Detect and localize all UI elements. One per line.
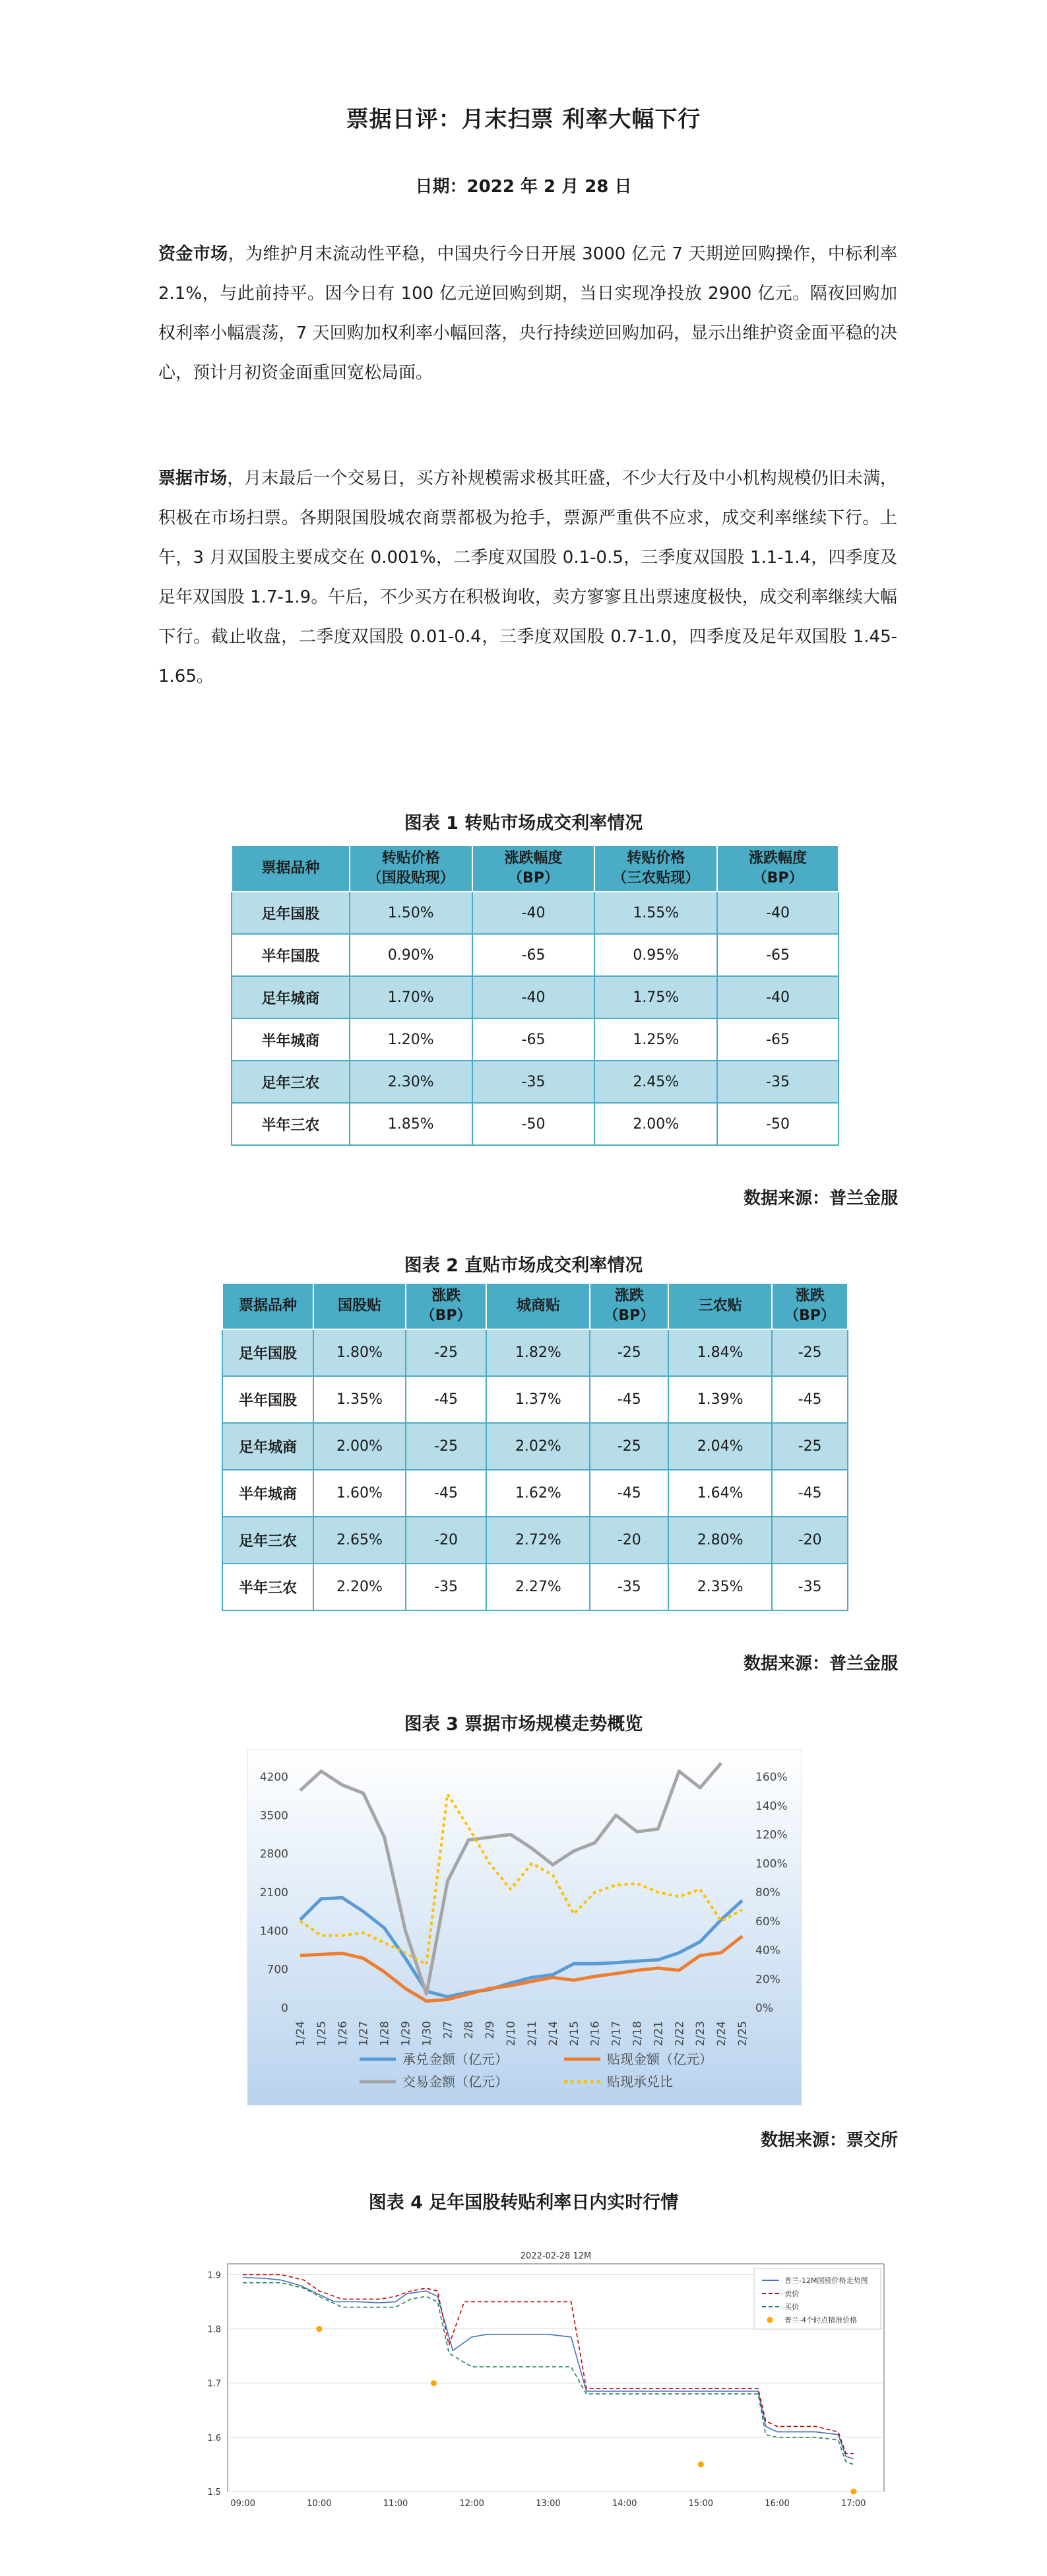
report-title: 票据日评：月末扫票 利率大幅下行 [346,106,701,133]
left-axis-tick-label: 4200 [259,1771,288,1784]
table-cell: -20 [406,1517,486,1564]
x-axis-tick-label: 2/11 [525,2021,539,2047]
x-axis-tick-label: 17:00 [841,2499,866,2509]
right-axis-tick-label: 40% [755,1944,780,1958]
table-header-cell: 国股贴 [313,1283,406,1329]
y-axis-tick-label: 1.8 [207,2325,221,2335]
table-row [222,1564,848,1610]
table-cell: 1.62% [486,1470,590,1517]
table-cell: -45 [590,1376,668,1423]
row-header-cell: 足年城商 [232,976,350,1018]
table-row [232,934,839,976]
legend-label-1: 贴现金额（亿元） [607,2051,713,2067]
chart4-subtitle: 2022-02-28 12M [520,2251,592,2261]
table-cell: 1.84% [668,1329,772,1376]
table-cell: -50 [717,1103,839,1145]
left-axis-tick-label: 2100 [259,1886,288,1899]
table-cell: 2.00% [313,1423,406,1470]
table-cell: 2.20% [313,1564,406,1610]
table-cell: -40 [717,892,839,934]
table-cell: 2.00% [594,1103,717,1145]
x-axis-tick-label: 1/25 [315,2021,329,2047]
table-cell: -35 [406,1564,486,1610]
x-axis-tick-label: 2/22 [673,2021,687,2047]
table-cell: 2.35% [668,1564,772,1610]
table-cell: 0.90% [350,934,472,976]
table-row [232,1103,839,1145]
x-axis-tick-label: 1/27 [357,2021,371,2047]
y-axis-tick-label: 1.6 [207,2433,221,2443]
table2-caption: 图表 2 直贴市场成交利率情况 [404,1255,643,1276]
x-axis-tick-label: 15:00 [688,2499,714,2509]
table-cell: 1.50% [350,892,472,934]
table-cell: 2.04% [668,1423,772,1470]
precise-price-point [698,2461,704,2467]
x-axis-tick-label: 10:00 [307,2499,332,2509]
table-cell: -65 [717,934,839,976]
row-header-cell: 足年三农 [232,1061,350,1103]
x-axis-tick-label: 2/7 [441,2021,455,2039]
table-cell: 2.80% [668,1517,772,1564]
table-header-cell: 涨跌幅度 （BP） [472,845,595,892]
table-cell: -25 [772,1423,848,1470]
row-header-cell: 半年城商 [222,1470,313,1517]
row-header-cell: 半年国股 [232,934,350,976]
x-axis-tick-label: 2/17 [610,2021,623,2047]
x-axis-tick-label: 2/24 [715,2021,729,2047]
table-row [222,1423,848,1470]
row-header-cell: 足年城商 [222,1423,313,1470]
table-row [222,1329,848,1376]
rediscount-rate-table [231,845,839,1146]
precise-price-point [316,2326,322,2332]
table-cell: -45 [406,1470,486,1517]
row-header-cell: 足年国股 [222,1329,313,1376]
x-axis-tick-label: 13:00 [536,2499,561,2509]
table2-source: 数据来源：普兰金服 [743,1654,898,1674]
table-cell: -45 [590,1470,668,1517]
table-header-cell: 三农贴 [668,1283,772,1329]
table-cell: -25 [406,1329,486,1376]
table-cell: 1.25% [594,1018,717,1061]
row-header-cell: 足年国股 [232,892,350,934]
table-cell: -65 [472,1018,595,1061]
precise-price-point [850,2489,856,2495]
table-cell: -20 [772,1517,848,1564]
left-axis-tick-label: 3500 [259,1809,288,1823]
x-axis-tick-label: 11:00 [383,2499,408,2509]
chart4-caption: 图表 4 足年国股转贴利率日内实时行情 [368,2193,679,2213]
table-cell: 2.72% [486,1517,590,1564]
table-cell: -40 [472,892,595,934]
table-cell: -65 [472,934,595,976]
paragraph-funds-lead: 资金市场 [158,244,228,264]
table-cell: -45 [772,1376,848,1423]
y-axis-tick-label: 1.7 [207,2379,221,2389]
table-cell: 1.39% [668,1376,772,1423]
table-header-cell: 票据品种 [222,1283,313,1329]
legend-label-0: 承兑金额（亿元） [402,2051,508,2067]
table-header-cell: 城商贴 [486,1283,590,1329]
left-axis-tick-label: 700 [267,1963,288,1977]
table-cell: -25 [406,1423,486,1470]
row-header-cell: 足年三农 [222,1517,313,1564]
x-axis-tick-label: 1/30 [420,2021,434,2047]
paragraph-bill-text: ，月末最后一个交易日，买方补规模需求极其旺盛，不少大行及中小机构规模仍旧未满，积极在市场扫票。各期限国股城农商票都极为抢手，票源严重供不应求，成交利率继续下行。上午，3 月双国股主要成交在 0.001%，二季度双国股 0.1-0.5，三季度双国股 1.1-1.4，四季度及足年双国股 1.7-1.9。午后，不少买方在积极询收，卖方寥寥且出票速度极快，成交利率继续大幅下行。截止收盘，二季度双国股 0.01-0.4，三季度双国股 0.7-1.0，四季度及足年双国股 1.45-1.65。 [158,469,897,686]
right-axis-tick-label: 140% [755,1799,788,1813]
right-axis-tick-label: 60% [755,1915,780,1929]
table-cell: 2.30% [350,1061,472,1103]
x-axis-tick-label: 09:00 [230,2499,255,2509]
table-cell: -25 [590,1423,668,1470]
table-header-row [232,845,839,892]
table-header-cell: 涨跌幅度 （BP） [717,845,839,892]
table-cell: 2.65% [313,1517,406,1564]
intraday-rate-chart [181,2244,901,2521]
x-axis-tick-label: 2/18 [631,2021,645,2047]
x-axis-tick-label: 14:00 [612,2499,637,2509]
table-cell: -65 [717,1018,839,1061]
table-header-cell: 转贴价格 （国股贴现） [350,845,472,892]
x-axis-tick-label: 1/26 [336,2021,350,2047]
table-row [232,1018,839,1061]
table-row [232,976,839,1018]
legend-swatch-3 [767,2317,773,2323]
table-cell: -50 [472,1103,595,1145]
table-cell: 2.02% [486,1423,590,1470]
table-cell: 1.64% [668,1470,772,1517]
paragraph-funds-text: ，为维护月末流动性平稳，中国央行今日开展 3000 亿元 7 天期逆回购操作，中标利率 2.1%，与此前持平。因今日有 100 亿元逆回购到期，当日实现净投放 2900 亿元。隔夜回购加权利率小幅震荡，7 天回购加权利率小幅回落，央行持续逆回购加码，显示出维护资金面平稳的决心，预计月初资金面重回宽松局面。 [158,244,897,383]
table-cell: 1.75% [594,976,717,1018]
row-header-cell: 半年三农 [222,1564,313,1610]
table-row [232,892,839,934]
table-cell: -35 [472,1061,595,1103]
right-axis-tick-label: 100% [755,1857,788,1871]
y-axis-tick-label: 1.9 [207,2270,221,2281]
right-axis-tick-label: 120% [755,1828,788,1842]
table-cell: 0.95% [594,934,717,976]
table-row [222,1470,848,1517]
x-axis-tick-label: 1/24 [294,2021,307,2047]
paragraph-funds-market [158,234,897,393]
y-axis-tick-label: 1.5 [207,2488,221,2497]
table-row [222,1517,848,1564]
x-axis-tick-label: 2/8 [462,2021,476,2039]
legend-label-3: 贴现承兑比 [607,2074,673,2090]
table-cell: 1.20% [350,1018,472,1061]
row-header-cell: 半年城商 [232,1018,350,1061]
table-header-cell: 涨跌 （BP） [772,1283,848,1329]
table-cell: -20 [590,1517,668,1564]
x-axis-tick-label: 2/21 [652,2021,666,2047]
right-axis-tick-label: 20% [755,1973,780,1987]
x-axis-tick-label: 12:00 [459,2499,484,2509]
table-cell: -40 [717,976,839,1018]
table-cell: 1.60% [313,1470,406,1517]
legend-label-2: 买价 [784,2303,799,2311]
x-axis-tick-label: 2/9 [484,2021,497,2039]
table-row [232,1061,839,1103]
table-cell: -35 [590,1564,668,1610]
x-axis-tick-label: 2/14 [546,2021,560,2047]
table-cell: 1.37% [486,1376,590,1423]
direct-discount-rate-table [222,1282,848,1611]
table-cell: 1.70% [350,976,472,1018]
x-axis-tick-label: 2/23 [694,2021,708,2047]
x-axis-tick-label: 1/28 [378,2021,392,2047]
x-axis-tick-label: 2/15 [567,2021,581,2047]
legend-label-1: 卖价 [784,2290,799,2298]
x-axis-tick-label: 2/10 [505,2021,519,2047]
table-cell: 1.35% [313,1376,406,1423]
left-axis-tick-label: 0 [281,2002,288,2015]
table-row [222,1376,848,1423]
left-axis-tick-label: 2800 [259,1847,288,1861]
row-header-cell: 半年三农 [232,1103,350,1145]
x-axis-tick-label: 1/29 [399,2021,413,2047]
table1-source: 数据来源：普兰金服 [743,1189,898,1208]
table-cell: 2.27% [486,1564,590,1610]
paragraph-bill-market [158,459,897,696]
table-header-cell: 涨跌 （BP） [590,1283,668,1329]
table-cell: -35 [717,1061,839,1103]
chart3-background [247,1749,802,2105]
table-cell: 1.85% [350,1103,472,1145]
x-axis-tick-label: 2/16 [588,2021,602,2047]
right-axis-tick-label: 80% [755,1886,780,1899]
table-cell: 1.55% [594,892,717,934]
table1-caption: 图表 1 转贴市场成交利率情况 [404,813,643,834]
legend-label-2: 交易金额（亿元） [402,2074,508,2090]
row-header-cell: 半年国股 [222,1376,313,1423]
paragraph-bill-lead: 票据市场 [158,469,228,488]
table-cell: -40 [472,976,595,1018]
table-cell: -45 [772,1470,848,1517]
table-header-cell: 转贴价格 （三农贴现） [594,845,717,892]
right-axis-tick-label: 0% [755,2002,773,2015]
legend-label-3: 普兰-4个时点精准价格 [784,2316,857,2325]
table-cell: 1.82% [486,1329,590,1376]
market-scale-chart [247,1749,802,2105]
table-cell: 2.45% [594,1061,717,1103]
table-header-row [222,1283,848,1329]
report-date: 日期：2022 年 2 月 28 日 [415,177,632,197]
table-header-cell: 涨跌 （BP） [406,1283,486,1329]
chart3-source: 数据来源：票交所 [760,2130,898,2150]
right-axis-tick-label: 160% [755,1771,788,1784]
table-cell: 1.80% [313,1329,406,1376]
precise-price-point [431,2380,437,2386]
left-axis-tick-label: 1400 [259,1925,288,1938]
x-axis-tick-label: 2/25 [736,2021,749,2047]
table-cell: -25 [772,1329,848,1376]
table-cell: -45 [406,1376,486,1423]
chart3-caption: 图表 3 票据市场规模走势概览 [404,1714,643,1734]
table-cell: -35 [772,1564,848,1610]
table-cell: -25 [590,1329,668,1376]
table-header-cell: 票据品种 [232,845,350,892]
legend-label-0: 普兰-12M国股价格走势图 [784,2276,868,2285]
x-axis-tick-label: 16:00 [765,2499,790,2509]
